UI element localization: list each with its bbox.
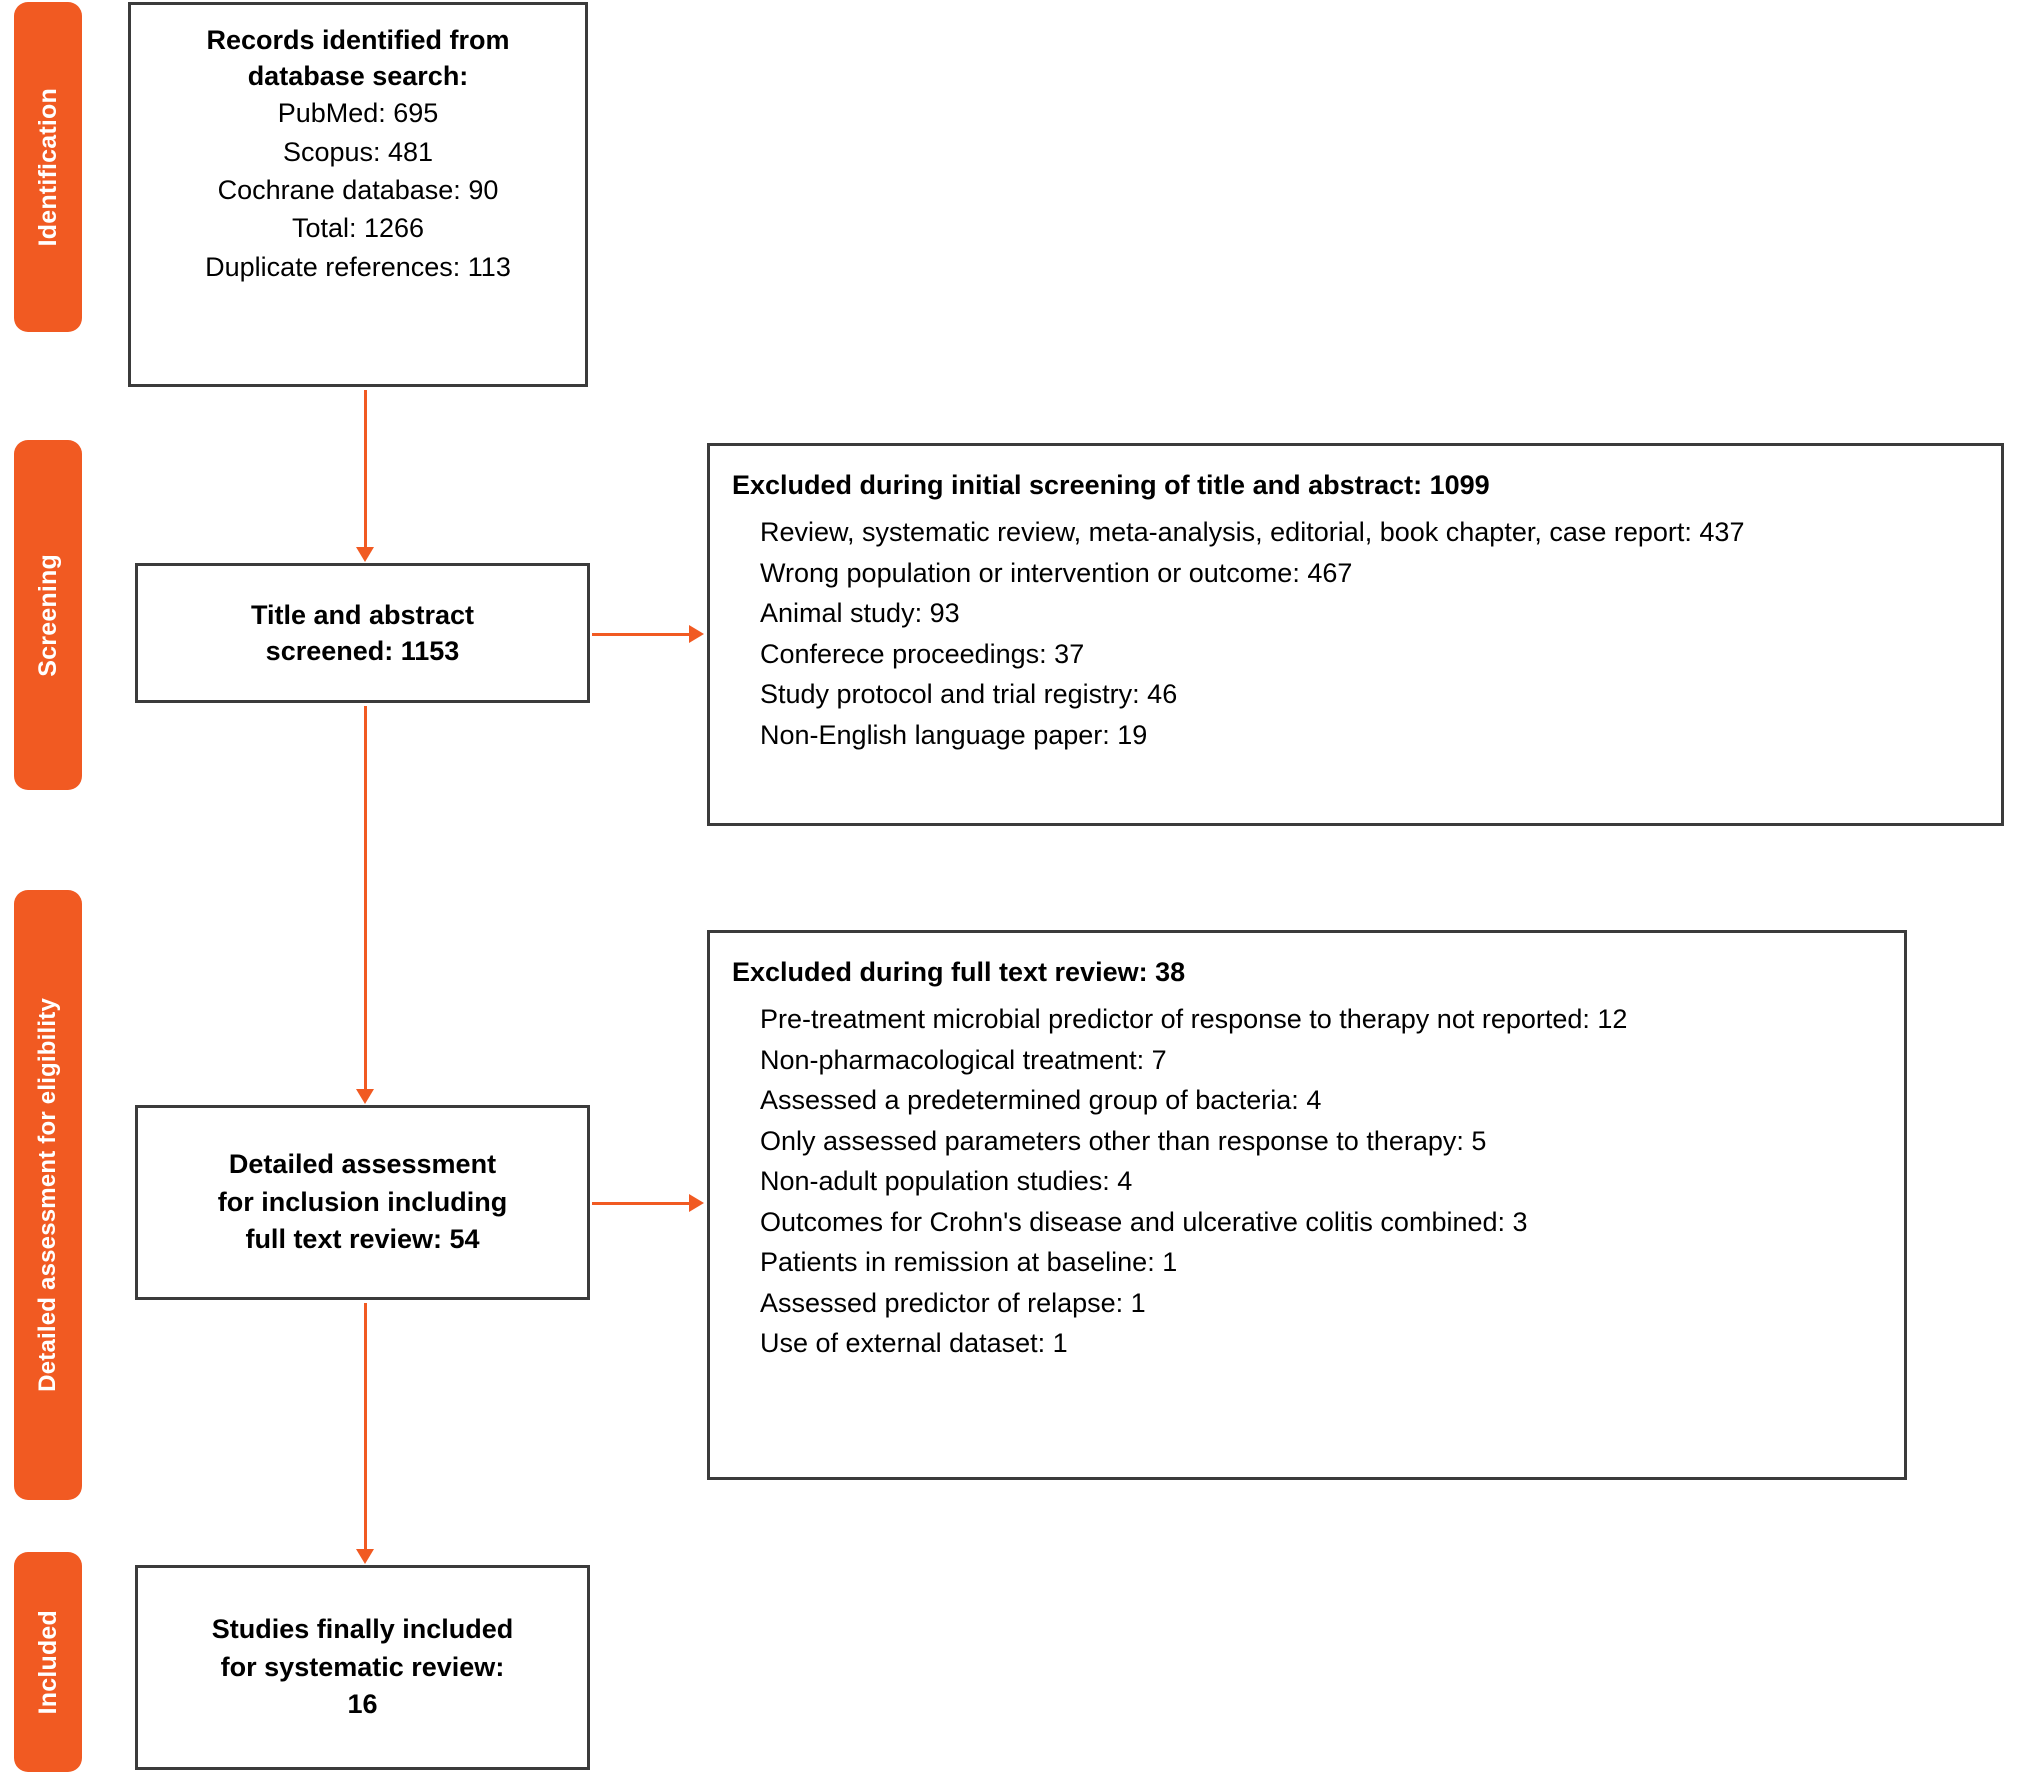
excluded-screening-item-4: Conferece proceedings: 37 bbox=[760, 638, 1085, 669]
records-identified-box bbox=[128, 2, 588, 387]
stage-label-eligibility-text: Detailed assessment for eligibility bbox=[34, 998, 61, 1392]
studies-included-line3: 16 bbox=[347, 1689, 378, 1720]
studies-included-line1: Studies finally included bbox=[211, 1613, 514, 1644]
excluded-fulltext-item-7: Patients in remission at baseline: 1 bbox=[760, 1247, 1178, 1278]
excluded-fulltext-item-6: Outcomes for Crohn's disease and ulcerative colitis combined: 3 bbox=[760, 1206, 1528, 1237]
excluded-screening-item-3: Animal study: 93 bbox=[760, 598, 960, 629]
excluded-screening-item-2: Wrong population or intervention or outcome: 467 bbox=[760, 557, 1353, 588]
excluded-fulltext-item-8: Assessed predictor of relapse: 1 bbox=[760, 1287, 1146, 1318]
studies-included-text bbox=[212, 1611, 514, 1724]
stage-label-included-text: Included bbox=[33, 1609, 62, 1715]
excluded-fulltext-item-3: Assessed a predetermined group of bacteria: 4 bbox=[760, 1085, 1322, 1116]
stage-label-identification-text: Identification bbox=[33, 87, 62, 247]
excluded-screening-item-1: Review, systematic review, meta-analysis, editorial, book chapter, case report: 437 bbox=[760, 517, 1745, 548]
arrow-screened-to-excluded-screening bbox=[592, 633, 690, 636]
title-abstract-screened-text bbox=[251, 597, 474, 670]
excluded-fulltext-item-5: Non-adult population studies: 4 bbox=[760, 1166, 1133, 1197]
arrow-screened-to-detailed bbox=[364, 706, 367, 1090]
records-identified-total: Total: 1266 bbox=[291, 213, 425, 244]
excluded-screening-box bbox=[707, 443, 2004, 826]
studies-included-box bbox=[135, 1565, 590, 1770]
records-identified-pubmed: PubMed: 695 bbox=[277, 98, 439, 129]
excluded-fulltext-item-1: Pre-treatment microbial predictor of response to therapy not reported: 12 bbox=[760, 1004, 1628, 1035]
title-abstract-screened-box bbox=[135, 563, 590, 703]
excluded-fulltext-item-2: Non-pharmacological treatment: 7 bbox=[760, 1044, 1167, 1075]
title-abstract-screened-line2: screened: 1153 bbox=[265, 636, 460, 666]
excluded-screening-item-6: Non-English language paper: 19 bbox=[760, 719, 1148, 750]
records-identified-title-line2: database search: bbox=[247, 60, 469, 91]
stage-label-eligibility bbox=[14, 890, 82, 1500]
studies-included-line2: for systematic review: bbox=[220, 1651, 505, 1682]
detailed-assessment-line2: for inclusion including bbox=[217, 1186, 508, 1217]
detailed-assessment-line1: Detailed assessment bbox=[228, 1148, 497, 1179]
stage-label-screening-text: Screening bbox=[33, 553, 62, 677]
records-identified-title-line1: Records identified from bbox=[206, 25, 510, 55]
arrow-detailed-to-included bbox=[364, 1303, 367, 1550]
records-identified-duplicates: Duplicate references: 113 bbox=[205, 251, 511, 282]
stage-label-screening bbox=[14, 440, 82, 790]
excluded-fulltext-item-9: Use of external dataset: 1 bbox=[760, 1328, 1068, 1359]
excluded-fulltext-item-4: Only assessed parameters other than response to therapy: 5 bbox=[760, 1125, 1487, 1156]
stage-label-included bbox=[14, 1552, 82, 1772]
detailed-assessment-text bbox=[218, 1146, 508, 1259]
arrow-identified-to-screened bbox=[364, 390, 367, 548]
excluded-fulltext-box bbox=[707, 930, 1907, 1480]
arrow-detailed-to-excluded-fulltext bbox=[592, 1202, 690, 1205]
records-identified-cochrane: Cochrane database: 90 bbox=[217, 174, 499, 205]
excluded-screening-heading: Excluded during initial screening of title and abstract: 1099 bbox=[732, 470, 1490, 500]
excluded-screening-item-5: Study protocol and trial registry: 46 bbox=[760, 679, 1178, 710]
detailed-assessment-line3: full text review: 54 bbox=[245, 1224, 480, 1255]
records-identified-scopus: Scopus: 481 bbox=[282, 136, 434, 167]
stage-label-identification bbox=[14, 2, 82, 332]
title-abstract-screened-line1: Title and abstract bbox=[250, 599, 475, 630]
excluded-fulltext-heading: Excluded during full text review: 38 bbox=[732, 957, 1186, 987]
detailed-assessment-box bbox=[135, 1105, 590, 1300]
